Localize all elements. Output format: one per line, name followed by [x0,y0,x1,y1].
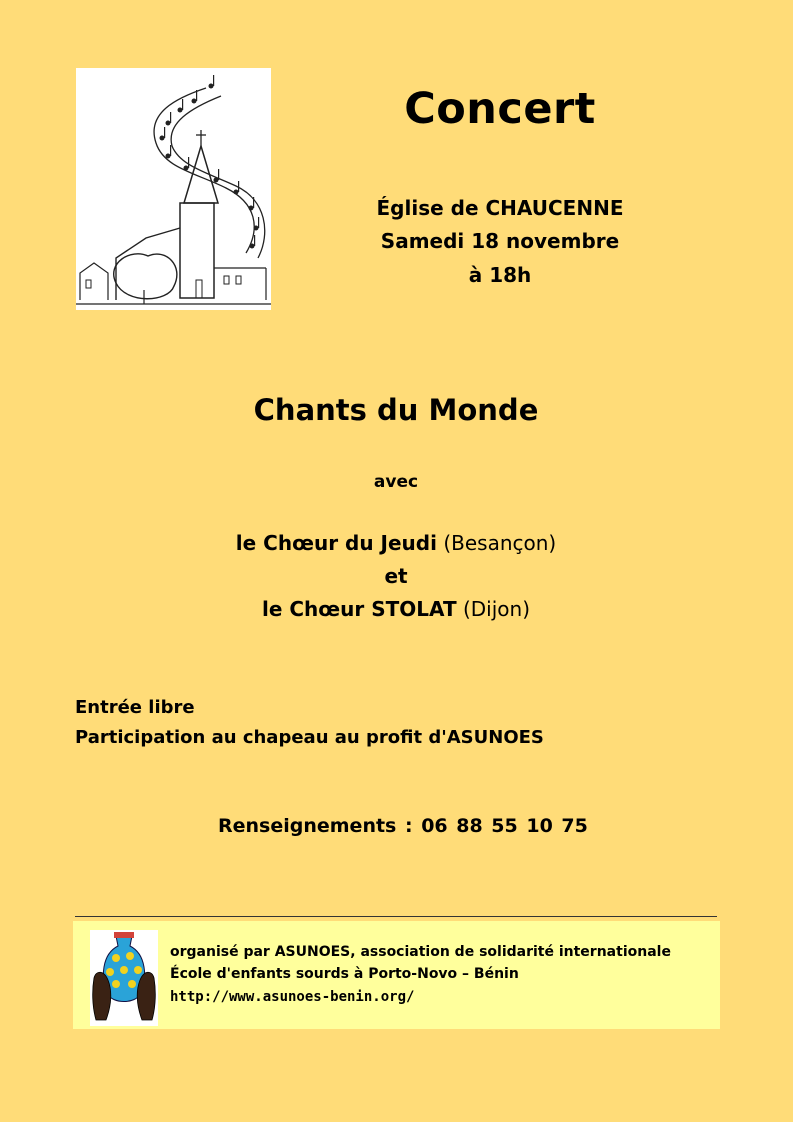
footer-website-link[interactable]: http://www.asunoes-benin.org/ [170,989,415,1005]
church-drawing [76,68,271,310]
admission-free: Entrée libre [75,697,195,718]
concert-subtitle: Chants du Monde [253,393,539,427]
venue-time: à 18h [468,263,532,287]
choir-2-city: (Dijon) [462,597,530,621]
footer-separator [75,916,717,917]
asunoes-logo-image [90,930,158,1026]
choir-1-city: (Besançon) [443,531,557,555]
church-illustration-image [76,68,271,310]
choir-2-line [146,597,646,621]
hands-vase-drawing [90,930,158,1026]
footer-school: École d'enfants sourds à Porto-Novo – Bénin [170,966,519,982]
footer-organizer: organisé par ASUNOES, association de solidarité internationale [170,944,671,960]
poster-title: Concert [404,84,596,134]
contact-phone: Renseignements : 06 88 55 10 75 [218,815,588,837]
choir-conjunction: et [384,564,408,588]
avec-label: avec [373,472,419,492]
choir-1-line [146,531,646,555]
choir-1-name: le Chœur du Jeudi [235,531,437,555]
choir-2-name: le Chœur STOLAT [262,597,457,621]
venue-date: Samedi 18 novembre [380,229,620,253]
admission-participation: Participation au chapeau au profit d'ASUNOES [75,727,544,748]
venue-location: Église de CHAUCENNE [376,196,624,220]
